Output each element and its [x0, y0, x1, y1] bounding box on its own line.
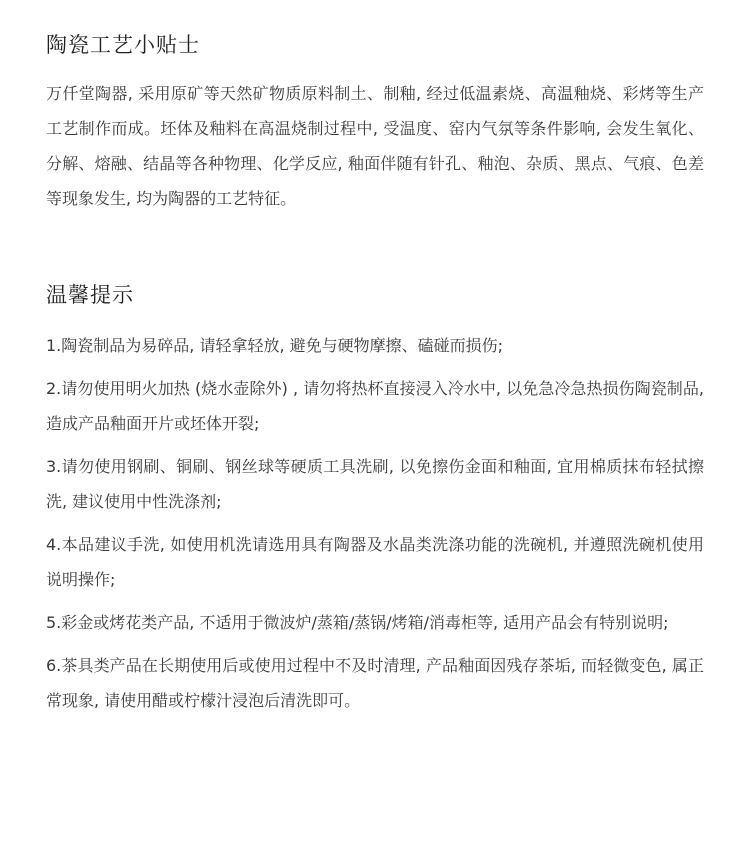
craft-tips-section [46, 30, 704, 216]
craft-tips-body: 万仟堂陶器, 采用原矿等天然矿物质原料制土、制釉, 经过低温素烧、高温釉烧、彩烤等生产工艺制作而成。坯体及釉料在高温烧制过程中, 受温度、窑内气氛等条件影响, 会发生氧化、分解、熔融、结晶等各种物理、化学反应, 釉面伴随有针孔、釉泡、杂质、黑点、气痕、色差等现象发生, 均为陶器的工艺特征。 [46, 84, 704, 208]
warm-tip-item: 6.茶具类产品在长期使用后或使用过程中不及时清理, 产品釉面因残存茶垢, 而轻微变色, 属正常现象, 请使用醋或柠檬汁浸泡后清洗即可。 [46, 656, 704, 710]
warm-tip-item: 2.请勿使用明火加热 (烧水壶除外) , 请勿将热杯直接浸入冷水中, 以免急冷急热损伤陶瓷制品, 造成产品釉面开片或坯体开裂; [46, 379, 704, 433]
warm-tip-item: 5.彩金或烤花类产品, 不适用于微波炉/蒸箱/蒸锅/烤箱/消毒柜等, 适用产品会有特别说明; [46, 613, 669, 632]
warm-tip-item: 1.陶瓷制品为易碎品, 请轻拿轻放, 避免与硬物摩擦、磕碰而损伤; [46, 336, 504, 355]
warm-tips-list [46, 328, 704, 718]
warm-tips-title: 温馨提示 [46, 283, 134, 307]
craft-tips-title: 陶瓷工艺小贴士 [46, 33, 200, 57]
warm-tip-item: 3.请勿使用钢刷、铜刷、钢丝球等硬质工具洗刷, 以免擦伤金面和釉面, 宜用棉质抹布轻拭擦洗, 建议使用中性洗涤剂; [46, 457, 704, 511]
warm-tips-section [46, 280, 704, 718]
warm-tip-item: 4.本品建议手洗, 如使用机洗请选用具有陶器及水晶类洗涤功能的洗碗机, 并遵照洗碗机使用说明操作; [46, 535, 704, 589]
